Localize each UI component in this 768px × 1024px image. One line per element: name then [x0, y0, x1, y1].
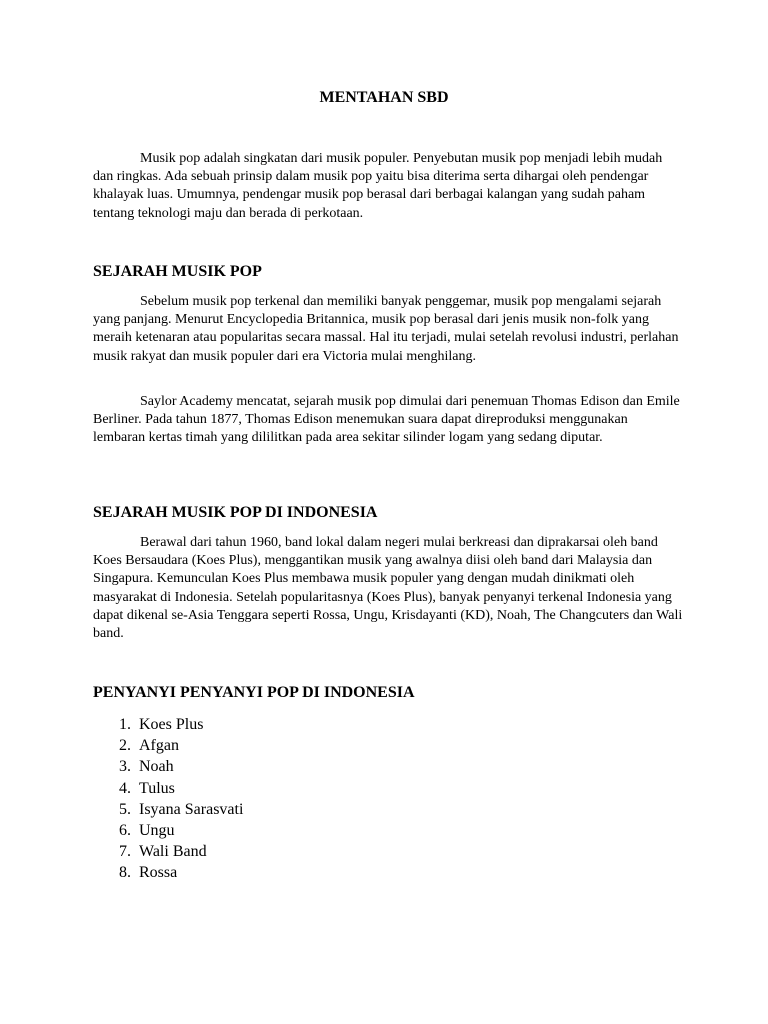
list-item-number: 8. — [119, 864, 131, 882]
section-heading-penyanyi-pop: PENYANYI PENYANYI POP DI INDONESIA — [93, 684, 415, 701]
list-item-text: Tulus — [139, 779, 175, 797]
list-item — [93, 841, 243, 862]
intro-paragraph: Musik pop adalah singkatan dari musik populer. Penyebutan musik pop menjadi lebih mudah dan ringkas. Ada sebuah prinsip dalam musik pop yaitu bisa diterima serta dihargai oleh pendengar khalayak luas. Umumnya, pendengar musik pop berasal dari berbagai kalangan yang sudah paham tentang teknologi maju dan berada di perkotaan. — [93, 151, 663, 221]
list-item-number: 1. — [119, 716, 131, 733]
singer-list — [93, 714, 243, 884]
list-item-text: Afgan — [139, 737, 179, 755]
list-item-text: Noah — [139, 758, 174, 776]
list-item-number: 4. — [119, 779, 131, 797]
list-item — [93, 714, 243, 735]
sejarah-paragraph-1: Sebelum musik pop terkenal dan memiliki banyak penggemar, musik pop mengalami sejarah yang panjang. Menurut Encyclopedia Britannica, musik pop berasal dari jenis musik non-folk yang meraih ketenaran atau popularitas secara massal. Hal itu terjadi, mulai setelah revolusi industri, perlahan musik rakyat dan musik populer dari era Victoria mulai menghilang. — [93, 294, 679, 364]
document-title: MENTAHAN SBD — [319, 89, 449, 106]
list-item-number: 6. — [119, 822, 131, 840]
list-item-text: Koes Plus — [139, 716, 204, 733]
list-item-number: 3. — [119, 758, 131, 776]
list-item — [93, 735, 243, 756]
list-item — [93, 778, 243, 799]
list-item — [93, 820, 243, 841]
sejarah-paragraph-2: Saylor Academy mencatat, sejarah musik pop dimulai dari penemuan Thomas Edison dan Emile Berliner. Pada tahun 1877, Thomas Edison menemukan suara dapat direproduksi menggunakan lembaran kertas timah yang dililitkan pada area sekitar silinder logam yang sedang diputar. — [93, 394, 680, 446]
section-heading-sejarah-indonesia: SEJARAH MUSIK POP DI INDONESIA — [93, 504, 378, 521]
list-item-text: Rossa — [139, 864, 178, 882]
list-item — [93, 799, 243, 820]
list-item-text: Isyana Sarasvati — [139, 800, 244, 818]
list-item-text: Wali Band — [139, 843, 207, 861]
list-item-number: 7. — [119, 843, 131, 861]
list-item-number: 2. — [119, 737, 131, 755]
list-item-number: 5. — [119, 800, 131, 818]
list-item — [93, 862, 243, 883]
section-heading-sejarah-musik-pop: SEJARAH MUSIK POP — [93, 263, 262, 280]
list-item-text: Ungu — [139, 822, 175, 840]
list-item — [93, 756, 243, 777]
indonesia-paragraph: Berawal dari tahun 1960, band lokal dalam negeri mulai berkreasi dan diprakarsai oleh band Koes Bersaudara (Koes Plus), menggantikan musik yang awalnya diisi oleh band dari Malaysia dan Singapura. Kemunculan Koes Plus membawa musik populer yang dengan mudah dinikmati oleh masyarakat di Indonesia. Setelah popularitasnya (Koes Plus), banyak penyanyi terkenal Indonesia yang dapat dikenal se-Asia Tenggara seperti Rossa, Ungu, Krisdayanti (KD), Noah, The Changcuters dan Wali band. — [93, 535, 683, 642]
